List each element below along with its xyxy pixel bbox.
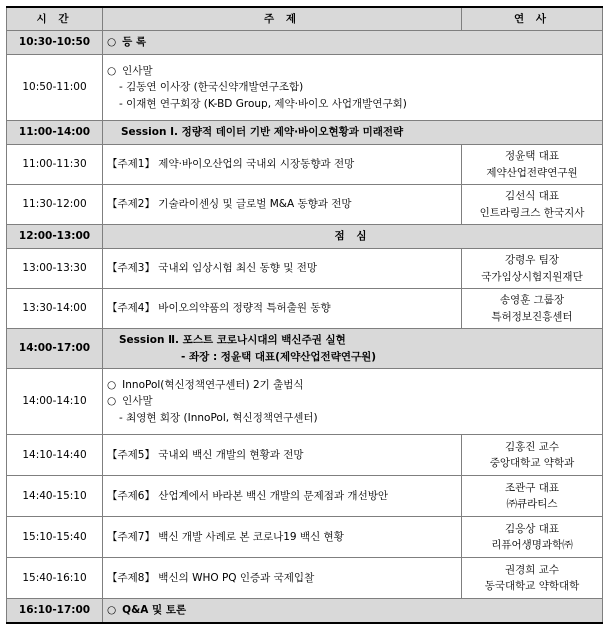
speaker-org: 동국대학교 약학대학 — [484, 580, 580, 592]
speaker-cell — [462, 249, 603, 289]
time-cell: 13:30-14:00 — [7, 289, 103, 329]
header-topic: 주 제 — [103, 7, 462, 31]
speaker-org: ㈜큐라티스 — [506, 498, 558, 510]
session-title — [103, 329, 603, 369]
bullet-text: ○ 인사말 — [107, 63, 598, 79]
speaker-cell — [462, 435, 603, 476]
lunch-label: 점 심 — [103, 225, 603, 249]
row-topic8 — [7, 558, 603, 599]
speaker-org: 인트라링크스 한국지사 — [479, 206, 585, 219]
topic-cell: 【주제8】 백신의 WHO PQ 인증과 국제입찰 — [103, 558, 462, 599]
topic-cell — [103, 31, 603, 55]
time-cell: 15:10-15:40 — [7, 517, 103, 558]
header-speaker: 연 사 — [462, 7, 603, 31]
time-cell: 11:00-14:00 — [7, 121, 103, 145]
time-cell: 10:50-11:00 — [7, 55, 103, 121]
speaker-name: 김홍진 교수 — [504, 440, 560, 453]
row-greeting — [7, 55, 603, 121]
speaker-name: 김선식 대표 — [504, 190, 560, 203]
time-cell: 11:30-12:00 — [7, 185, 103, 225]
speaker-cell — [462, 476, 603, 517]
header-time: 시 간 — [7, 7, 103, 31]
row-topic4 — [7, 289, 603, 329]
speaker-name: 송영훈 그룹장 — [499, 294, 565, 307]
row-discussion — [7, 599, 603, 623]
topic-cell: 【주제6】 산업계에서 바라본 백신 개발의 문제점과 개선방안 — [103, 476, 462, 517]
time-cell: 11:00-11:30 — [7, 145, 103, 185]
speaker-cell — [462, 558, 603, 599]
speaker-name: 권경희 교수 — [504, 563, 560, 576]
row-lunch — [7, 225, 603, 249]
row-topic6 — [7, 476, 603, 517]
topic-cell: 【주제3】 국내외 임상시험 최신 동향 및 전망 — [103, 249, 462, 289]
topic-cell: 【주제2】 기술라이센싱 및 글로벌 M&A 동향과 전망 — [103, 185, 462, 225]
row-topic2 — [7, 185, 603, 225]
speaker-org: 특허정보진흥센터 — [491, 310, 573, 323]
row-topic1 — [7, 145, 603, 185]
session-chair-line: - 좌장 : 정윤택 대표(제약산업전략연구원) — [181, 350, 377, 363]
topic-cell: 【주제4】 바이오의약품의 정량적 특허출원 동향 — [103, 289, 462, 329]
topic-cell — [103, 55, 603, 121]
session-title: Session Ⅰ. 정량적 데이터 기반 제약·바이오현황과 미래전략 — [103, 121, 603, 145]
row-registration — [7, 31, 603, 55]
topic-cell: 【주제1】 제약·바이오산업의 국내외 시장동향과 전망 — [103, 145, 462, 185]
speaker-name: 강령우 팀장 — [504, 254, 560, 267]
row-topic5 — [7, 435, 603, 476]
time-cell: 10:30-10:50 — [7, 31, 103, 55]
time-cell: 14:40-15:10 — [7, 476, 103, 517]
speaker-cell — [462, 289, 603, 329]
time-cell: 15:40-16:10 — [7, 558, 103, 599]
bullet-text: ○ 등 록 — [107, 36, 146, 48]
speaker-cell — [462, 145, 603, 185]
speaker-cell — [462, 185, 603, 225]
bullet-text: ○ Q&A 및 토론 — [107, 604, 186, 616]
greeting-line: - 김동연 이사장 (한국신약개발연구조합) — [119, 81, 304, 94]
speaker-org: 국가임상시험지원재단 — [481, 270, 583, 283]
speaker-name: 김응상 대표 — [504, 522, 560, 535]
bullet-text: ○ InnoPol(혁신정책연구센터) 2기 출범식 — [107, 377, 598, 393]
speaker-org: 중앙대학교 약학과 — [489, 457, 575, 469]
time-cell: 16:10-17:00 — [7, 599, 103, 623]
time-cell: 14:00-17:00 — [7, 329, 103, 369]
bullet-text: ○ 인사말 — [107, 393, 598, 409]
time-cell: 14:00-14:10 — [7, 369, 103, 435]
speaker-name: 정윤택 대표 — [504, 150, 560, 163]
session-title-line: Session Ⅱ. 포스트 코로나시대의 백신주권 실현 — [119, 334, 346, 347]
time-cell: 12:00-13:00 — [7, 225, 103, 249]
row-launch — [7, 369, 603, 435]
header-row — [7, 7, 603, 31]
time-cell: 13:00-13:30 — [7, 249, 103, 289]
greeting-line: - 최영현 회장 (InnoPol, 혁신정책연구센터) — [119, 411, 318, 424]
speaker-cell — [462, 517, 603, 558]
row-session1 — [7, 121, 603, 145]
speaker-org: 제약산업전략연구원 — [486, 166, 578, 179]
greeting-line: - 이재현 연구회장 (K-BD Group, 제약·바이오 사업개발연구회) — [119, 97, 407, 110]
topic-cell — [103, 599, 603, 623]
row-session2 — [7, 329, 603, 369]
topic-cell — [103, 369, 603, 435]
time-cell: 14:10-14:40 — [7, 435, 103, 476]
topic-cell: 【주제7】 백신 개발 사례로 본 코로나19 백신 현황 — [103, 517, 462, 558]
speaker-org: 리퓨어생명과학㈜ — [491, 539, 573, 551]
speaker-name: 조관구 대표 — [504, 481, 560, 494]
topic-cell: 【주제5】 국내외 백신 개발의 현황과 전망 — [103, 435, 462, 476]
row-topic3 — [7, 249, 603, 289]
schedule-table — [6, 6, 603, 624]
row-topic7 — [7, 517, 603, 558]
